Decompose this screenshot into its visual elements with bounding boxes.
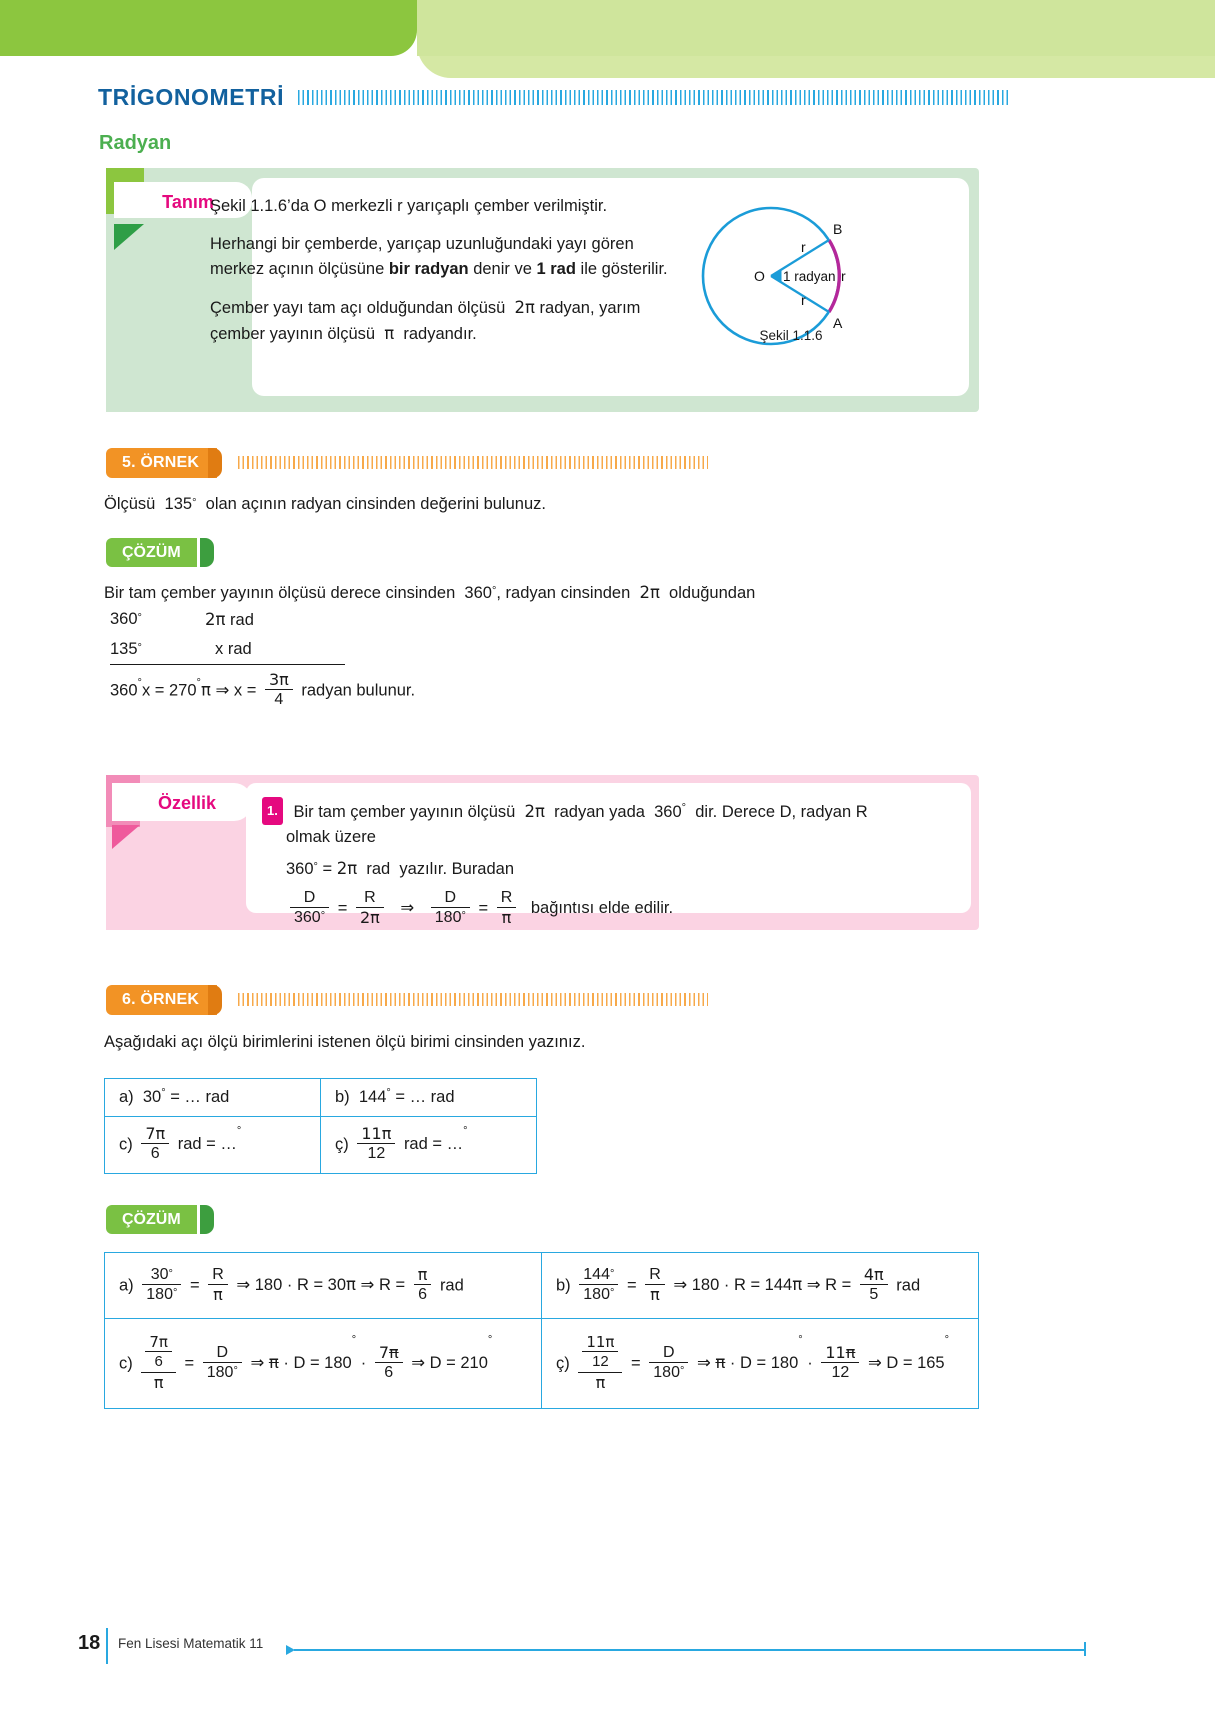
answer-a-frac2 bbox=[208, 1266, 228, 1304]
footer-rule bbox=[294, 1649, 1084, 1651]
answer-b-f2-num: R bbox=[649, 1265, 661, 1283]
answer-c2-f3-num: 11π bbox=[825, 1342, 856, 1362]
figure-center-label: O bbox=[754, 268, 765, 284]
answer-cell-c: c) $\frac{\frac{7\pi}{6}}{\pi}$ = $\frac{D}{180^\circ}$ ⇒ π · D = 180° · $\frac{7\pi}{6}$ ⇒ D = 210° bbox=[105, 1319, 542, 1409]
answer-cell-a: a) $\frac{30^\circ}{180^\circ}$ = $\frac{R}{\pi}$ ⇒ 180 · R = 30π ⇒ R = $\frac{\pi}{6}$ rad bbox=[105, 1253, 542, 1319]
answer-c-f3-num: 7π bbox=[378, 1342, 399, 1362]
example-6-solution-curl-icon bbox=[200, 1205, 214, 1234]
question-text-c2: rad = …° bbox=[403, 1125, 468, 1154]
formula-f2-den: 2π bbox=[356, 907, 384, 927]
answer-c-mid: ⇒ π · D = 180° · bbox=[250, 1333, 367, 1372]
property-formula bbox=[262, 890, 962, 928]
figure-angle-label: 1 radyan bbox=[783, 269, 836, 284]
example-5-tag-curl-icon bbox=[208, 448, 222, 478]
property-panel bbox=[106, 775, 979, 930]
answer-c2-mid: ⇒ π · D = 180° · bbox=[696, 1333, 813, 1372]
property-line-1: Bir tam çember yayının ölçüsü 2π radyan yada 360° dir. Derece D, radyan R bbox=[293, 802, 868, 821]
answer-c-f3-den: 6 bbox=[375, 1362, 403, 1382]
answer-c2-frac2 bbox=[649, 1344, 688, 1382]
formula-f1-den: 360° bbox=[290, 907, 329, 927]
answer-a-tail: rad bbox=[439, 1275, 464, 1294]
answer-c-f1-den: π bbox=[141, 1372, 176, 1392]
answer-c2-f2-num: D bbox=[663, 1343, 675, 1361]
property-line-2: olmak üzere bbox=[286, 828, 376, 846]
banner-left-shape bbox=[0, 0, 417, 56]
proportion-r1-left: 360° bbox=[110, 610, 142, 628]
answer-c2-frac1 bbox=[578, 1334, 622, 1392]
answer-c-f2-num: D bbox=[216, 1343, 229, 1361]
answer-c2-f3-den: 12 bbox=[821, 1362, 859, 1382]
example-6-tag: 6. ÖRNEK bbox=[106, 985, 217, 1015]
figure-radius-label-bottom: r bbox=[801, 292, 806, 308]
answer-a-f1-den: 180° bbox=[142, 1284, 181, 1304]
answer-a-frac3 bbox=[414, 1266, 432, 1304]
answer-cell-b: b) $\frac{144^\circ}{180^\circ}$ = $\frac{R}{\pi}$ ⇒ 180 · R = 144π ⇒ R = $\frac{4\pi}{5}$ rad bbox=[542, 1253, 979, 1319]
result-suffix: radyan bulunur. bbox=[301, 681, 416, 700]
formula-fraction-1 bbox=[290, 889, 329, 927]
example-5-solution-tag: ÇÖZÜM bbox=[106, 538, 197, 567]
question-c-num: 7π bbox=[145, 1124, 166, 1143]
figure-point-a-label: A bbox=[833, 315, 843, 331]
question-cell-c bbox=[105, 1117, 321, 1174]
answer-letter-c: c) bbox=[119, 1353, 133, 1372]
answer-c-f2-den: 180° bbox=[203, 1362, 242, 1382]
property-corner-fold bbox=[112, 825, 140, 849]
unit-title: TRİGONOMETRİ bbox=[98, 84, 285, 110]
figure-caption: Şekil 1.1.6 bbox=[759, 328, 823, 343]
answer-b-f2-den: π bbox=[645, 1284, 665, 1304]
table-row bbox=[105, 1117, 537, 1174]
question-letter-b: b) bbox=[335, 1088, 350, 1106]
book-title: Fen Lisesi Matematik 11 bbox=[118, 1636, 264, 1651]
definition-corner-fold bbox=[114, 224, 144, 250]
property-line-3: 360° = 2π rad yazılır. Buradan bbox=[286, 859, 515, 878]
definition-paragraph-3: Çember yayı tam açı olduğundan ölçüsü 2π radyan, yarım çember yayının ölçüsü π radyandır. bbox=[210, 298, 641, 343]
question-cell-c2 bbox=[321, 1117, 537, 1174]
proportion-r2-left: 135° bbox=[110, 640, 142, 658]
question-letter-a: a) bbox=[119, 1088, 134, 1106]
example-5-question: Ölçüsü 135° olan açının radyan cinsinden değerini bulunuz. bbox=[104, 495, 546, 513]
formula-fraction-2 bbox=[356, 889, 384, 927]
question-c2-den: 12 bbox=[357, 1143, 395, 1163]
banner-right-inner-shape bbox=[417, 0, 1215, 56]
example-6-question-table bbox=[104, 1078, 537, 1174]
question-letter-c: c) bbox=[119, 1135, 133, 1154]
example-5-solution-tag-row bbox=[106, 538, 197, 567]
question-fraction-c bbox=[141, 1125, 169, 1163]
unit-heading bbox=[98, 84, 1108, 114]
definition-text bbox=[210, 194, 670, 360]
figure-point-b-label: B bbox=[833, 221, 843, 237]
proportion-r1-right: 2π rad bbox=[205, 610, 254, 629]
answer-b-f3-num: 4π bbox=[863, 1264, 884, 1284]
answer-cell-c2: ç) $\frac{\frac{11\pi}{12}}{\pi}$ = $\frac{D}{180^\circ}$ ⇒ π · D = 180° · $\frac{11\pi}{12}$ ⇒ D = 165° bbox=[542, 1319, 979, 1409]
definition-paragraph-2: Herhangi bir çemberde, yarıçap uzunluğundaki yayı gören merkez açının ölçüsüne bir radyan denir ve 1 rad ile gösterilir. bbox=[210, 235, 668, 278]
answer-b-frac2 bbox=[645, 1266, 665, 1304]
example-6-answer-table bbox=[104, 1252, 979, 1409]
circle-figure bbox=[686, 188, 896, 378]
example-6-solution-tag-row bbox=[106, 1205, 197, 1234]
formula-f4-num: R bbox=[500, 889, 513, 906]
example-5-proportion bbox=[110, 607, 510, 665]
answer-b-frac1 bbox=[579, 1266, 618, 1304]
result-fraction-numerator: 3π bbox=[268, 670, 289, 689]
question-cell-a bbox=[105, 1079, 321, 1117]
answer-a-frac1 bbox=[142, 1266, 181, 1304]
answer-c2-f1-den: π bbox=[578, 1372, 622, 1392]
formula-f3-num: D bbox=[444, 889, 457, 906]
question-c2-num: 11π bbox=[361, 1124, 392, 1143]
page-number: 18 bbox=[78, 1632, 101, 1654]
property-label: Özellik bbox=[157, 793, 217, 813]
table-row bbox=[105, 1319, 979, 1409]
formula-fraction-4 bbox=[497, 889, 517, 927]
answer-c2-tail: ⇒ D = 165° bbox=[867, 1333, 950, 1372]
proportion-row-1 bbox=[110, 607, 345, 633]
example-6-tag-curl-icon bbox=[208, 985, 222, 1015]
example-6-dot-rule bbox=[238, 993, 708, 1006]
answer-a-f3-den: 6 bbox=[414, 1284, 432, 1304]
example-5-tag: 5. ÖRNEK bbox=[106, 448, 217, 478]
answer-c2-f1-num: $\frac{11\pi}{12}$ bbox=[578, 1334, 622, 1372]
answer-b-frac3 bbox=[860, 1266, 888, 1304]
answer-c-f1-num: $\frac{7\pi}{6}$ bbox=[141, 1334, 176, 1372]
example-5-solution-intro: Bir tam çember yayının ölçüsü derece cinsinden 360°, radyan cinsinden 2π olduğundan bbox=[104, 583, 756, 602]
formula-f1-num: D bbox=[303, 889, 316, 906]
decorative-top-banner bbox=[0, 0, 1215, 78]
property-item-number: 1. bbox=[262, 797, 283, 825]
answer-b-f1-num: 144° bbox=[583, 1265, 615, 1283]
formula-f3-den: 180° bbox=[431, 907, 470, 927]
proportion-row-2 bbox=[110, 637, 345, 665]
answer-c-frac2 bbox=[203, 1344, 242, 1382]
footer-rule-end-cap bbox=[1084, 1642, 1086, 1656]
answer-a-f2-num: R bbox=[212, 1265, 224, 1283]
answer-b-f3-den: 5 bbox=[860, 1284, 888, 1304]
question-text-a: 30° = … rad bbox=[142, 1087, 230, 1106]
example-5-dot-rule bbox=[238, 456, 708, 469]
answer-c2-f2-den: 180° bbox=[649, 1362, 688, 1382]
answer-a-mid: ⇒ 180 · R = 30π ⇒ R = bbox=[236, 1274, 406, 1294]
answer-c2-frac3 bbox=[821, 1344, 859, 1382]
question-text-b: 144° = … rad bbox=[358, 1087, 455, 1106]
formula-f2-num: R bbox=[364, 889, 376, 906]
table-row bbox=[105, 1079, 537, 1117]
figure-radius-label-top: r bbox=[801, 239, 806, 255]
answer-letter-c2: ç) bbox=[556, 1353, 570, 1372]
answer-b-tail: rad bbox=[896, 1275, 921, 1294]
answer-a-f2-den: π bbox=[208, 1284, 228, 1304]
answer-a-f1-num: 30° bbox=[150, 1265, 173, 1283]
example-6-tag-row bbox=[106, 985, 806, 1015]
definition-panel bbox=[106, 168, 979, 412]
question-letter-c2: ç) bbox=[335, 1135, 349, 1154]
answer-c-frac3 bbox=[375, 1344, 403, 1382]
result-fraction-denominator: 4 bbox=[265, 689, 293, 709]
formula-arrow-icon: ⇒ bbox=[400, 899, 415, 918]
example-5-result: 360°x = 270°π ⇒ x = $\frac{3\pi}{4}$ radyan bulunur. bbox=[110, 670, 416, 708]
definition-label: Tanım bbox=[162, 192, 214, 212]
definition-paragraph-1: Şekil 1.1.6’da O merkezli r yarıçaplı çember verilmiştir. bbox=[210, 197, 608, 215]
question-c-den: 6 bbox=[141, 1143, 169, 1163]
formula-tail: bağıntısı elde edilir. bbox=[530, 899, 674, 918]
answer-c-frac1 bbox=[141, 1334, 176, 1392]
property-text bbox=[262, 797, 962, 928]
footer-divider bbox=[106, 1628, 108, 1664]
formula-f4-den: π bbox=[497, 907, 517, 927]
page-footer bbox=[78, 1626, 1136, 1666]
proportion-r2-right: x rad bbox=[215, 640, 252, 658]
answer-c-tail: ⇒ D = 210° bbox=[411, 1333, 493, 1372]
answer-b-f1-den: 180° bbox=[579, 1284, 618, 1304]
example-5-solution-curl-icon bbox=[200, 538, 214, 567]
question-cell-b bbox=[321, 1079, 537, 1117]
result-fraction bbox=[265, 671, 293, 709]
question-text-c: rad = …° bbox=[177, 1125, 242, 1154]
page-title: Radyan bbox=[99, 132, 172, 154]
formula-equals-2: = bbox=[478, 899, 489, 918]
question-fraction-c2 bbox=[357, 1125, 395, 1163]
answer-letter-a: a) bbox=[119, 1275, 134, 1294]
heading-dot-rule bbox=[298, 90, 1010, 105]
formula-fraction-3 bbox=[431, 889, 470, 927]
answer-letter-b: b) bbox=[556, 1275, 571, 1294]
table-row bbox=[105, 1253, 979, 1319]
answer-a-f3-num: π bbox=[417, 1264, 428, 1284]
figure-radius-label-right: r bbox=[841, 268, 846, 284]
formula-equals-1: = bbox=[337, 899, 348, 918]
example-5-tag-row bbox=[106, 448, 806, 478]
answer-b-mid: ⇒ 180 · R = 144π ⇒ R = bbox=[673, 1274, 852, 1294]
property-item-1 bbox=[262, 797, 962, 825]
example-6-question: Aşağıdaki açı ölçü birimlerini istenen ölçü birimi cinsinden yazınız. bbox=[104, 1033, 586, 1051]
example-6-solution-tag: ÇÖZÜM bbox=[106, 1205, 197, 1234]
